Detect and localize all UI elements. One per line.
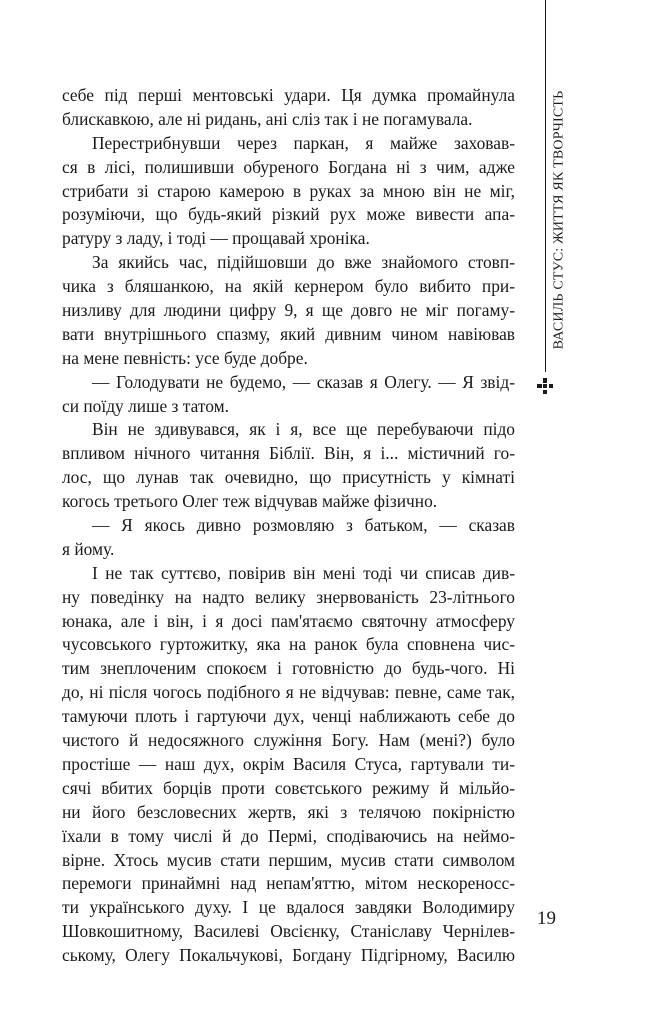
text-line: ну поведінку на надто велику знервованість 23-літнього [62, 586, 515, 607]
text-line: За якийсь час, підійшовши до вже знайомого стовп- [92, 252, 515, 273]
text-line: тамуючи плоть і гартуючи дух, ченці наближають себе до [62, 706, 515, 727]
text-line: вірне. Хтось мусив стати першим, мусив стати символом [62, 849, 515, 870]
text-line: юнака, але і він, і я досі пам'ятаємо святочну атмосферу [62, 610, 515, 631]
text-line: їхали в тому числі й до Пермі, сподіваючись на неймо- [62, 825, 515, 846]
text-line: ся в лісі, полишивши обуреного Богдана ні з чим, адже [62, 156, 515, 177]
text-line: — Я якось дивно розмовляю з батьком, — сказав [92, 515, 515, 536]
text-line: Шовкошитному, Василеві Овсієнку, Станіславу Чернілев- [62, 921, 515, 942]
text-line: Він не здивувався, як і я, все ще перебуваючи підо [92, 419, 515, 440]
text-line: — Голодувати не будемо, — сказав я Олегу. — Я звід- [92, 371, 515, 392]
text-line: розуміючи, що будь-який різкий рух може вивести апа- [62, 204, 515, 225]
body-text [62, 84, 515, 968]
text-line: ському, Олегу Покальчукові, Богдану Підгірному, Василю [62, 945, 515, 966]
text-line: тим знеплоченим спокоєм і готовністю до будь-чого. Ні [62, 658, 515, 679]
text-line: чистого й недосяжного служіння Богу. Нам (мені?) було [62, 730, 515, 751]
text-line: стрибати зі старою камерою в руках за мною він не міг, [62, 180, 515, 201]
text-line: чусовського гуртожитку, яка на ранок була сповнена чис- [62, 634, 515, 655]
text-line: до, ні після чогось подібного я не відчував: певне, саме так, [62, 682, 515, 703]
text-line: низливу для людини цифру 9, я ще довго не міг погаму- [62, 300, 515, 321]
text-line: себе під перші ментовські удари. Ця думка промайнула [62, 85, 515, 105]
running-head-text: ВАСИЛЬ СТУС: ЖИТТЯ ЯК ТВОРЧІСТЬ [551, 90, 567, 350]
text-line: ни його безсловесних жертв, які з телячою покірністю [62, 801, 515, 822]
text-line: перемоги принаймні над непам'яттю, мітом нескореносс- [62, 873, 515, 894]
text-line: си поїду лише з татом. [62, 395, 229, 416]
text-line: чика з бляшанкою, на якій кернером було вибито при- [62, 276, 515, 297]
text-line: І не так суттєво, повірив він мені тоді чи списав див- [92, 562, 515, 583]
text-line: Перестрибнувши через паркан, я майже заховав- [92, 132, 515, 153]
text-line: блискавкою, але ні ридань, ані сліз так і не погамувала. [62, 108, 473, 129]
text-line: ти українського духу. І це вдалося завдяки Володимиру [62, 897, 515, 918]
text-line: ратуру з ладу, і тоді — прощавай хроніка. [62, 228, 370, 249]
text-line: впливом нічного читання Біблії. Він, я і... містичний го- [62, 443, 515, 464]
text-line: сячі вбитих борців проти совєтського режиму й мільйо- [62, 777, 515, 798]
text-line: вати внутрішнього спазму, який дивним чином навіював [62, 323, 515, 344]
text-line: лос, що лунав так очевидно, що присутність у кімнаті [62, 467, 515, 488]
text-line: когось третього Олег теж відчував майже фізично. [62, 491, 438, 512]
running-head [546, 90, 572, 350]
ornament-icon [537, 378, 553, 394]
text-line: на мене певність: усе буде добре. [62, 347, 308, 368]
text-line: я йому. [62, 538, 115, 559]
page-number: 19 [537, 908, 556, 929]
text-line: простіше — наш дух, окрім Василя Стуса, гартували ти- [62, 753, 515, 774]
